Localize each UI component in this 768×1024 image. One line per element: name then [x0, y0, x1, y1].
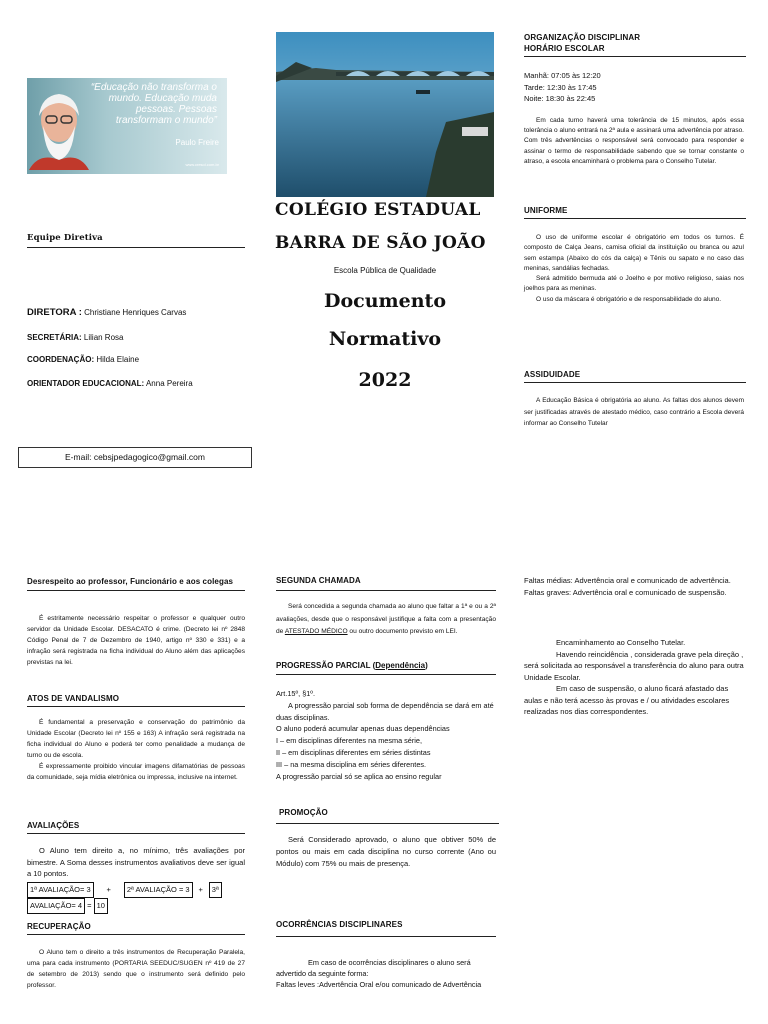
vandalismo-heading: ATOS DE VANDALISMO — [27, 694, 245, 707]
progressao-line-3: I – em disciplinas diferentes na mesma série, — [276, 736, 423, 746]
segunda-chamada-text-b: ou outro documento previsto em LEI. — [349, 628, 458, 635]
directora-name: Christiane Henriques Carvas — [84, 308, 187, 317]
vandalismo-text — [27, 717, 245, 783]
river-bridge-photo — [276, 32, 494, 197]
faltas-graves: Faltas graves: Advertência oral e comunicado de suspensão. — [524, 587, 727, 597]
progressao-heading-a: PROGRESSÃO PARCIAL ( — [276, 661, 376, 670]
desrespeito-heading: Desrespeito ao professor, Funcionário e aos colegas — [27, 576, 245, 591]
uniforme-paragraph-3: O uso da máscara é obrigatório e de responsabilidade do aluno. — [536, 295, 722, 303]
faltas-text — [524, 575, 746, 598]
schedule-noite: Noite: 18:30 às 22:45 — [524, 94, 596, 103]
uniforme-text — [524, 233, 744, 305]
progressao-heading-dependencia: Dependência — [375, 661, 426, 670]
staff-coordenacao — [27, 355, 257, 364]
assiduidade-paragraph: A Educação Básica é obrigatória ao aluno. As faltas dos alunos devem ser justificadas através de atestado médico, caso contrário a Escola deverá informar ao Conselho Tutelar — [524, 397, 744, 427]
staff-orientador — [27, 379, 257, 388]
segunda-chamada-paragraph — [276, 601, 496, 639]
vandalismo-paragraph-2: É expressamente proibido vincular imagens difamatórias de pessoas da comunidade, seja mídia eletrônica ou impressa, inclusive na internet. — [27, 763, 245, 781]
recuperacao-heading: RECUPERAÇÃO — [27, 922, 245, 935]
uniforme-paragraph-1: O uso de uniforme escolar é obrigatório em todos os turnos. É composto de Calça Jeans, camisa oficial da instituição ou branca ou azul sem estampa (Abaixo do cós da calça) e Tênis ou sapato e no caso das meninas, sandálias fechadas. — [524, 234, 744, 272]
reincidencia-paragraph: Havendo reincidência , considerada grave pela direção , será solicitada ao responsável a transferência do aluno para outra Unidade Escolar. — [524, 649, 744, 682]
team-heading: Equipe Diretiva — [27, 233, 245, 248]
tolerance-paragraph: Em cada turno haverá uma tolerância de 15 minutos, após essa tolerância o aluno entrará na 2ª aula e assinará uma advertência por atraso. Com três advertências o responsável será convocado para responder e assinar o termo de responsabilidade sabendo que se tornar constante o atraso, a escola encaminhará o problema para o Conselho Tutelar. — [524, 117, 744, 165]
avaliacoes-formula — [27, 882, 249, 914]
progressao-heading-b: ) — [425, 661, 428, 670]
promocao-paragraph: Será Considerado aprovado, o aluno que obtiver 50% de pontos ou mais em cada disciplina no curso corrente (Ano ou Módulo) com 75% ou mais de presença. — [276, 835, 496, 868]
quote-author: Paulo Freire — [175, 138, 219, 147]
email-box: E-mail: cebsjpedagogico@gmail.com — [18, 447, 252, 468]
encaminhamento-conselho: Encaminhamento ao Conselho Tutelar. — [556, 638, 686, 647]
ocorrencias-heading: OCORRÊNCIAS DISCIPLINARES — [276, 920, 496, 937]
schedule-tarde: Tarde: 12:30 às 17:45 — [524, 83, 597, 92]
segunda-chamada-heading: SEGUNDA CHAMADA — [276, 576, 496, 591]
progressao-line-1: A progressão parcial sob forma de dependência se dará em até duas disciplinas. — [276, 700, 494, 722]
suspensao-paragraph: Em caso de suspensão, o aluno ficará afastado das aulas e não terá acesso às provas e / ou atividades escolares realizadas nos dias correspondentes. — [524, 684, 730, 716]
progressao-art: Art.15º, §1º. — [276, 689, 315, 698]
orientador-name: Anna Pereira — [145, 379, 193, 388]
avaliacao-3-box: AVALIAÇÃO= 4 — [27, 898, 85, 914]
progressao-text — [276, 688, 498, 782]
banner-website: www.cresol.com.br — [185, 162, 219, 167]
avaliacao-3-box-start: 3ª — [209, 882, 222, 898]
progressao-line-6: A progressão parcial só se aplica ao ensino regular — [276, 771, 442, 781]
consequences-text — [524, 637, 746, 718]
progressao-heading — [276, 661, 496, 675]
paulo-freire-quote-banner — [27, 78, 227, 174]
document-year: 2022 — [358, 369, 412, 391]
staff-directora — [27, 307, 257, 318]
faltas-medias: Faltas médias: Advertência oral e comunicado de advertência. — [524, 576, 731, 585]
ocorrencias-paragraph: Em caso de ocorrências disciplinares o aluno será advertido da seguinte forma: — [276, 958, 471, 978]
document-title-line1: Documento — [324, 290, 446, 312]
avaliacao-2-box: 2ª AVALIAÇÃO = 3 — [124, 882, 193, 898]
secretaria-name: Lilian Rosa — [83, 333, 124, 342]
ocorrencias-text — [276, 957, 498, 990]
avaliacoes-paragraph: O Aluno tem direito a, no mínimo, três avaliações por bimestre. A Soma desses instrumentos avaliativos deve ser igual a 10 pontos. — [27, 846, 245, 878]
directora-label: DIRETORA : — [27, 307, 82, 318]
avaliacao-1-box: 1ª AVALIAÇÃO= 3 — [27, 882, 94, 898]
portrait-image — [29, 86, 89, 170]
recuperacao-paragraph: O Aluno tem o direito a três instrumentos de Recuperação Paralela, uma para cada instrumento (PORTARIA SEEDUC/SUGEN nº 419 de 27 de setembro de 2013) sendo que o instrumento será definido pelo professor. — [27, 949, 245, 989]
progressao-line-4: II – em disciplinas diferentes em séries distintas — [276, 747, 431, 757]
promocao-heading: PROMOÇÃO — [276, 808, 499, 824]
progressao-line-2: O aluno poderá acumular apenas duas dependências — [276, 724, 450, 734]
school-name-line2: BARRA DE SÃO JOÃO — [275, 233, 486, 253]
segunda-chamada-text-a: Será concedida a segunda chamada ao aluno que faltar a 1ª e ou a 2ª avaliações, desde que o responsável justifique a falta com a presentação de — [276, 603, 496, 635]
coordenacao-label: COORDENAÇÃO: — [27, 355, 95, 364]
schedule-manha: Manhã: 07:05 às 12:20 — [524, 71, 601, 80]
equals-sign: = — [87, 901, 92, 910]
plus-sign-1: + — [106, 885, 111, 894]
coordenacao-name: Hilda Elaine — [96, 355, 140, 364]
school-tagline: Escola Pública de Qualidade — [333, 266, 437, 275]
uniforme-paragraph-2: Será admitido bermuda até o Joelho e por motivo religioso, saias nos joelhos para as meninas. — [524, 275, 744, 293]
school-name-line1: COLÉGIO ESTADUAL — [275, 200, 481, 220]
plus-sign-2: + — [198, 885, 203, 894]
vandalismo-paragraph-1: É fundamental a preservação e conservação do patrimônio da Unidade Escolar (Decreto lei nº 155 e 163) A infração será registrada na ficha individual do Aluno e poderá ter como penalidade a mudança de turno ou de escola. — [27, 719, 245, 759]
org-heading-line1: ORGANIZAÇÃO DISCIPLINAR — [524, 33, 641, 42]
orientador-label: ORIENTADOR EDUCACIONAL: — [27, 379, 145, 388]
staff-secretaria — [27, 333, 257, 342]
secretaria-label: SECRETÁRIA: — [27, 333, 82, 342]
atestado-medico-underlined: ATESTADO MÉDICO — [284, 628, 348, 635]
org-heading-line2: HORÁRIO ESCOLAR — [524, 44, 746, 57]
uniforme-heading: UNIFORME — [524, 206, 746, 219]
quote-text: “Educação não transforma o mundo. Educação muda pessoas. Pessoas transformam o mundo” — [90, 82, 217, 126]
avaliacao-total-box: 10 — [94, 898, 108, 914]
progressao-line-5: III – na mesma disciplina em séries diferentes. — [276, 759, 427, 769]
assiduidade-heading: ASSIDUIDADE — [524, 370, 746, 383]
avaliacoes-heading: AVALIAÇÕES — [27, 821, 245, 834]
desrespeito-paragraph: É estritamente necessário respeitar o professor e qualquer outro servidor da Unidade Escolar. DESACATO é crime. (Decreto lei nº 2848 Código Penal de 7 de Dezembro de 1940, artigo nº 330 e 331) e a infração será registrada na ficha individual do Aluno além das aplicações previstas na lei. — [27, 615, 245, 666]
faltas-leves: Faltas leves :Advertência Oral e/ou comunicado de Advertência — [276, 980, 482, 989]
document-title-line2: Normativo — [328, 328, 442, 350]
